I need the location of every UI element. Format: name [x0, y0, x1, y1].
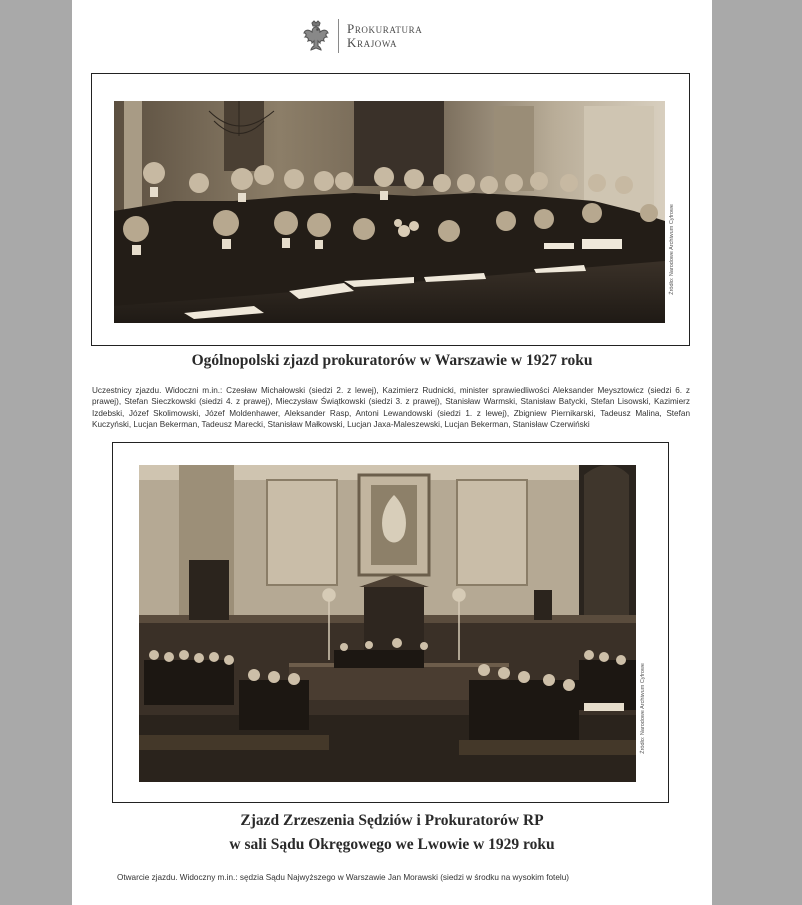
photo-frame-1929	[112, 442, 669, 803]
photo-frame-1927	[91, 73, 690, 346]
photo-credit-1929: Źródło: Narodowe Archiwum Cyfrowe	[640, 663, 646, 754]
brand-name	[347, 22, 422, 50]
document-page	[72, 0, 712, 905]
brand-line-1: Prokuratura	[347, 21, 423, 36]
brand-line-2: Krajowa	[347, 35, 398, 50]
photo-title-1929-line1: Zjazd Zrzeszenia Sędziów i Prokuratorów RP	[240, 812, 544, 829]
header-divider	[338, 19, 339, 53]
photo-credit-1927: Źródło: Narodowe Archiwum Cyfrowe	[669, 204, 675, 295]
photo-description-1927: Uczestnicy zjazdu. Widoczni m.in.: Czesław Michałowski (siedzi 2. z lewej), Kazimierz Rudnicki, minister sprawiedliwości Aleksander Meysztowicz (siedzi 6. z prawej), Stefan Sieczkowski (siedzi 4. z prawej), Mieczysław Świątkowski (siedzi 3. z prawej), Stanisław Warmski, Stanisław Batycki, Stefan Lisowski, Kazimierz Izdebski, Józef Skolimowski, Józef Moldenhawer, Aleksander Rasp, Antoni Lewandowski (siedzi 1. z lewej), Zbigniew Piernikarski, Tadeusz Malina, Stefan Kuczyński, Lucjan Bekerman, Tadeusz Marecki, Stanisław Małkowski, Lucjan Jaxa-Maleszewski, Lucjan Bekerman, Stanisław Czerwiński	[92, 386, 690, 430]
white-eagle-emblem-icon	[302, 20, 330, 52]
photo-title-1929-line2: w sali Sądu Okręgowego we Lwowie w 1929 roku	[229, 836, 555, 853]
photo-1929-image	[139, 465, 636, 782]
header	[302, 16, 422, 56]
photo-title-1927: Ogólnopolski zjazd prokuratorów w Warszawie w 1927 roku	[191, 352, 593, 369]
photo-description-1929: Otwarcie zjazdu. Widoczny m.in.: sędzia Sądu Najwyższego w Warszawie Jan Morawski (siedzi w środku na wysokim fotelu)	[117, 873, 569, 882]
group-photo-1927	[114, 101, 665, 323]
courtroom-photo-1929	[139, 465, 636, 782]
photo-1927-image	[114, 101, 665, 323]
